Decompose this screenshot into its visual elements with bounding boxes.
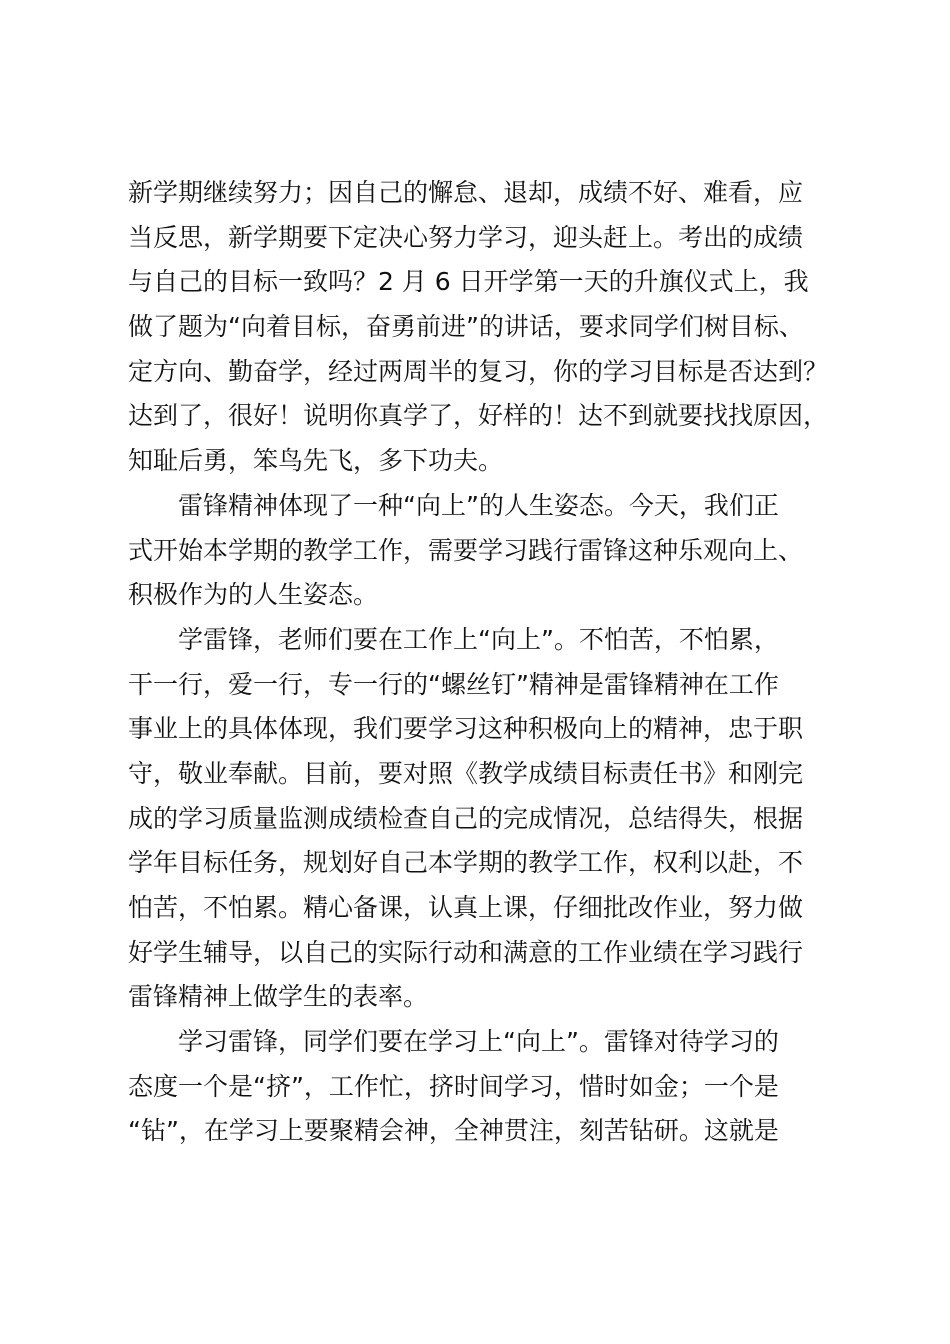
body-text [128,171,868,1154]
text-line: 新学期继续努力；因自己的懈怠、退却，成绩不好、难看，应 [128,178,804,207]
paragraph-3 [128,618,868,1020]
text-line: 干一行，爱一行，专一行的“螺丝钉”精神是雷锋精神在工作 [128,669,779,699]
text-line: 好学生辅导，以自己的实际行动和满意的工作业绩在学习践行 [128,937,804,967]
text-line: 雷锋精神上做学生的表率。 [128,982,429,1012]
paragraph-4 [128,1020,868,1154]
text-line: 学习雷锋，同学们要在学习上“向上”。雷锋对待学习的 [178,1027,779,1057]
paragraph-2 [128,484,868,618]
text-line: 做了题为“向着目标，奋勇前进”的讲话，要求同学们树目标、 [128,312,804,342]
text-line: 雷锋精神体现了一种“向上”的人生姿态。今天，我们正 [178,490,779,520]
text-line: 达到了，很好！说明你真学了，好样的！达不到就要找找原因， [128,401,829,431]
text-line: 成的学习质量监测成绩检查自己的完成情况，总结得失，根据 [128,803,804,833]
text-line: 知耻后勇，笨鸟先飞，多下功夫。 [128,446,504,476]
text-line: 态度一个是“挤”，工作忙，挤时间学习，惜时如金；一个是 [128,1071,779,1101]
text-line: “钻”，在学习上要聚精会神，全神贯注，刻苦钻研。这就是 [128,1116,779,1146]
text-line: 怕苦，不怕累。精心备课，认真上课，仔细批改作业，努力做 [128,893,804,922]
text-line: 学年目标任务，规划好自己本学期的教学工作，权利以赴，不 [128,848,804,878]
text-line: 定方向、勤奋学，经过两周半的复习，你的学习目标是否达到？ [128,356,829,386]
text-line: 守，敬业奉献。目前，要对照《教学成绩目标责任书》和刚完 [128,758,804,788]
text-line: 学雷锋，老师们要在工作上“向上”。不怕苦，不怕累， [178,624,779,654]
paragraph-1 [128,171,868,484]
text-line: 事业上的具体体现，我们要学习这种积极向上的精神，忠于职 [128,714,804,744]
text-line: 与自己的目标一致吗？2 月 6 日开学第一天的升旗仪式上，我 [128,267,809,297]
text-line: 当反思，新学期要下定决心努力学习，迎头赶上。考出的成绩 [128,222,804,252]
text-line: 积极作为的人生姿态。 [128,580,379,610]
text-line: 式开始本学期的教学工作，需要学习践行雷锋这种乐观向上、 [128,535,804,565]
